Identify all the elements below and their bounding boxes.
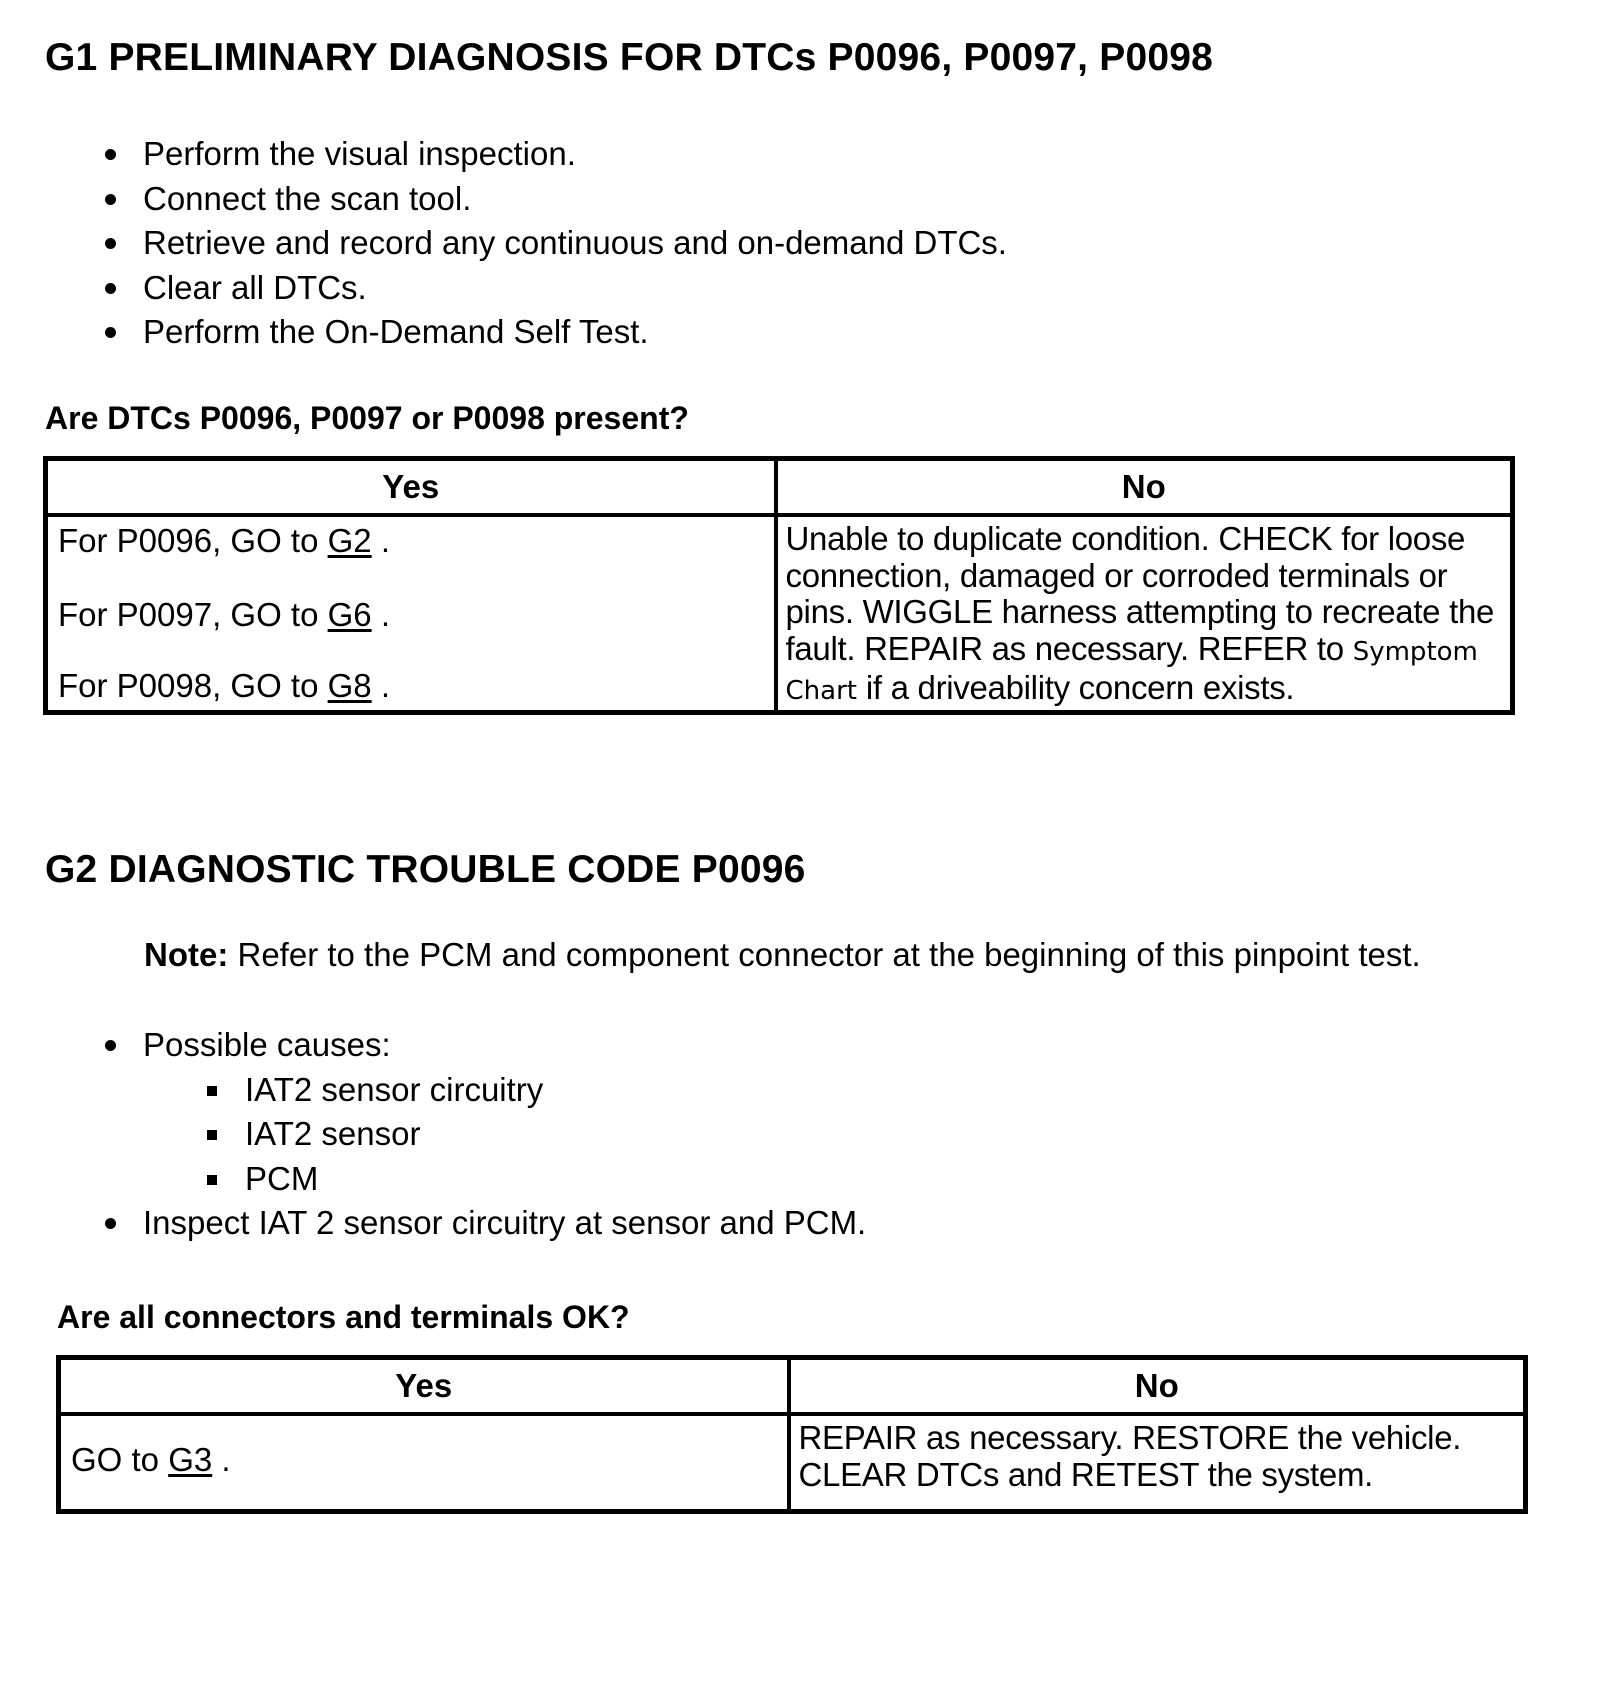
- g2-title: G2 DIAGNOSTIC TROUBLE CODE P0096: [45, 848, 806, 891]
- bullet-icon: [105, 149, 116, 160]
- link-g6[interactable]: G6: [327, 596, 372, 633]
- g2-yes-cell: [59, 1414, 789, 1512]
- g1-yes-cell: [46, 515, 776, 712]
- g1-question: Are DTCs P0096, P0097 or P0098 present?: [45, 400, 689, 436]
- g1-no-cell: [776, 515, 1513, 712]
- no-header: No: [776, 459, 1513, 516]
- list-item: IAT2 sensor: [207, 1112, 866, 1157]
- square-bullet-icon: [207, 1086, 217, 1096]
- yes-header: Yes: [46, 459, 776, 516]
- no-header: No: [789, 1358, 1526, 1415]
- list-item: Perform the visual inspection.: [105, 132, 1007, 177]
- g2-yes-no-table: [56, 1355, 1528, 1514]
- causes-list: [105, 1068, 866, 1202]
- symptom-chart-link[interactable]: Symptom Chart: [785, 636, 1478, 706]
- g1-yes-no-table: [43, 456, 1515, 715]
- list-item: Retrieve and record any continuous and on-demand DTCs.: [105, 221, 1007, 266]
- goto-line: For P0098, GO to G8 .: [58, 667, 390, 704]
- g1-step-list: [105, 132, 1007, 355]
- bullet-icon: [105, 194, 116, 205]
- list-item: Inspect IAT 2 sensor circuitry at sensor and PCM.: [105, 1201, 866, 1246]
- link-g2[interactable]: G2: [327, 522, 372, 559]
- link-g3[interactable]: G3: [168, 1441, 213, 1478]
- g2-step-list: [105, 1023, 866, 1246]
- goto-line: For P0097, GO to G6 .: [58, 596, 390, 633]
- list-item: Connect the scan tool.: [105, 177, 1007, 222]
- bullet-icon: [105, 238, 116, 249]
- bullet-icon: [105, 327, 116, 338]
- link-g8[interactable]: G8: [327, 667, 372, 704]
- g2-no-cell: [789, 1414, 1526, 1512]
- goto-line: For P0096, GO to G2 .: [58, 522, 390, 559]
- bullet-icon: [105, 1218, 116, 1229]
- g1-no-text: Unable to duplicate condition. CHECK for loose connection, damaged or corroded terminals or pins. WIGGLE harness attempting to recreate the fault. REPAIR as necessary. REFER to Symptom Chart if a driveability concern exists.: [785, 520, 1495, 706]
- square-bullet-icon: [207, 1175, 217, 1185]
- g2-no-text: REPAIR as necessary. RESTORE the vehicle. CLEAR DTCs and RETEST the system.: [798, 1419, 1462, 1493]
- goto-line: GO to G3 .: [71, 1441, 231, 1478]
- list-item: Perform the On-Demand Self Test.: [105, 310, 1007, 355]
- list-item: Clear all DTCs.: [105, 266, 1007, 311]
- bullet-icon: [105, 1040, 116, 1051]
- g2-question: Are all connectors and terminals OK?: [57, 1299, 630, 1335]
- g1-title: G1 PRELIMINARY DIAGNOSIS FOR DTCs P0096, P0097, P0098: [45, 36, 1214, 79]
- note-label: Note:: [144, 936, 229, 973]
- g2-note: Note: Refer to the PCM and component connector at the beginning of this pinpoint test.: [144, 936, 1421, 973]
- list-item: Possible causes:: [105, 1023, 866, 1068]
- list-item: PCM: [207, 1157, 866, 1202]
- bullet-icon: [105, 283, 116, 294]
- square-bullet-icon: [207, 1130, 217, 1140]
- yes-header: Yes: [59, 1358, 789, 1415]
- causes-list-item: [105, 1068, 866, 1202]
- list-item: IAT2 sensor circuitry: [207, 1068, 866, 1113]
